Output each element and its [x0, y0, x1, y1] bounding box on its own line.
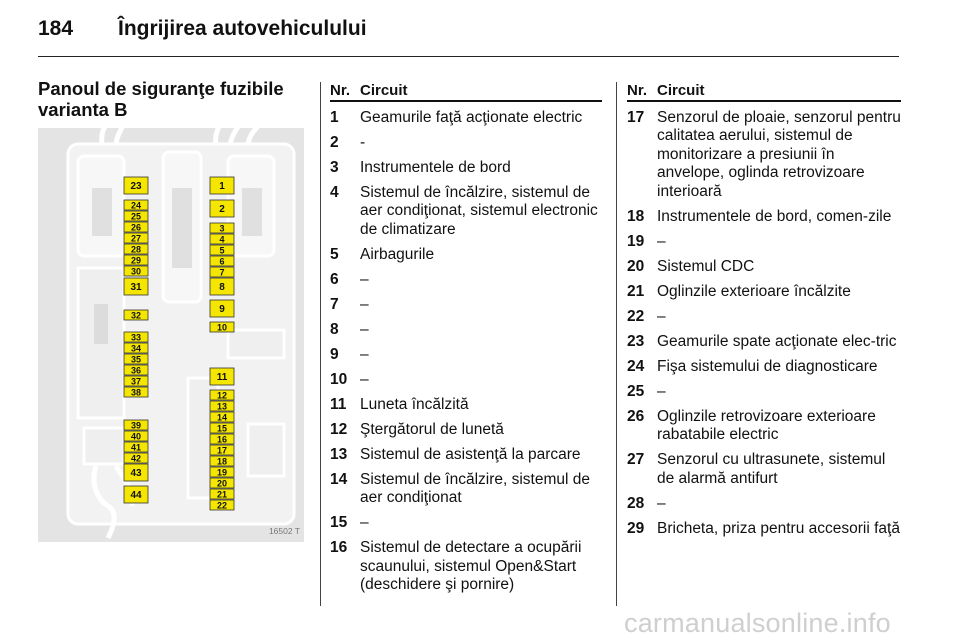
circuit-description: Ştergătorul de lunetă: [360, 420, 504, 438]
fuse-number: 20: [627, 257, 645, 275]
fuse-number: 6: [330, 270, 339, 288]
circuit-description: –: [360, 345, 369, 363]
fuse-badge: [210, 256, 234, 266]
fuse-badge: [124, 387, 148, 397]
table-row: [627, 333, 901, 352]
fuse-badge-label: 36: [130, 365, 142, 376]
circuit-description: –: [360, 270, 369, 288]
circuit-description: –: [657, 232, 666, 250]
fuse-badge-label: 11: [216, 371, 228, 383]
fuse-number: 8: [330, 320, 339, 338]
circuit-description: –: [360, 320, 369, 338]
fuse-badge: [210, 278, 234, 295]
fuse-badge: [210, 234, 234, 244]
table-row: [330, 134, 602, 153]
table-row: [627, 408, 901, 445]
fuse-badge: [124, 376, 148, 386]
fuse-badge-label: 27: [130, 233, 142, 244]
fuse-badge: [124, 310, 148, 320]
table-header: [627, 82, 901, 102]
fuse-badge: [210, 500, 234, 510]
table-row: [330, 539, 602, 595]
table-row: [330, 396, 602, 415]
table-row: [627, 109, 901, 202]
fuse-badge: [124, 420, 148, 430]
circuit-description: Fişa sistemului de diagnosticare: [657, 357, 878, 375]
fuse-badge-label: 31: [130, 281, 142, 293]
fuse-table-left: [330, 82, 602, 595]
fuse-badge-label: 23: [130, 180, 142, 192]
fuse-badge: [210, 467, 234, 477]
fuse-number: 15: [330, 514, 348, 531]
fuse-badge-label: 42: [130, 453, 142, 464]
fuse-badge-label: 10: [216, 322, 228, 333]
fuse-number: 13: [330, 445, 348, 463]
table-row: [330, 471, 602, 508]
circuit-description: Oglinzile retrovizoare exterioare rabatabile electric: [657, 407, 876, 443]
table-row: [627, 283, 901, 302]
circuit-description: Airbagurile: [360, 245, 435, 263]
table-row: [330, 321, 602, 340]
fuse-badge: [124, 486, 148, 503]
fuse-badge-label: 44: [130, 489, 142, 501]
fuse-badge-label: 24: [130, 200, 142, 211]
circuit-description: Sistemul de detectare a ocupării scaunului, sistemul Open&Start (deschidere şi pornire): [360, 539, 582, 593]
table-row: [330, 184, 602, 240]
circuit-description: –: [657, 494, 666, 512]
fuse-badge: [210, 223, 234, 233]
circuit-description: –: [360, 295, 369, 313]
circuit-description: Geamurile faţă acţionate electric: [360, 108, 583, 126]
fuse-badge-label: 5: [219, 245, 225, 256]
table-row: [330, 514, 602, 533]
fuse-badge-label: 37: [130, 376, 142, 387]
fuse-badge: [210, 368, 234, 385]
circuit-description: Sistemul de încălzire, sistemul de aer condiţionat: [360, 470, 591, 506]
column-divider: [616, 82, 617, 606]
fuse-badge: [124, 278, 148, 295]
table-row: [330, 446, 602, 465]
column-divider: [320, 82, 321, 606]
fuse-badge: [124, 211, 148, 221]
table-row: [330, 371, 602, 390]
fuse-badge-label: 32: [130, 310, 142, 321]
fuse-number: 29: [627, 519, 645, 537]
fuse-number: 2: [330, 133, 339, 151]
fuse-badge: [124, 354, 148, 364]
fuse-badge: [210, 478, 234, 488]
circuit-description: -: [360, 133, 366, 151]
table-row: [627, 495, 901, 514]
table-row: [330, 346, 602, 365]
fuse-badge-label: 13: [216, 401, 228, 412]
fuse-number: 18: [627, 207, 645, 225]
circuit-description: Sistemul CDC: [657, 257, 755, 275]
fuse-number: 4: [330, 183, 339, 201]
table-header: [330, 82, 602, 102]
table-row: [627, 258, 901, 277]
fuse-badge: [124, 255, 148, 265]
fuse-badge: [210, 489, 234, 499]
fuse-badge: [210, 245, 234, 255]
fuse-number: 14: [330, 470, 348, 488]
fuse-badge-label: 35: [130, 354, 142, 365]
circuit-description: –: [657, 307, 666, 325]
fuse-badge-label: 25: [130, 211, 142, 222]
circuit-description: –: [360, 370, 369, 388]
fuse-badge: [210, 412, 234, 422]
fuse-number: 1: [330, 108, 339, 126]
fuse-number: 17: [627, 108, 645, 126]
fuse-number: 7: [330, 295, 339, 313]
fuse-badge-label: 21: [216, 489, 228, 500]
header-nr: Nr.: [330, 82, 351, 99]
fuse-number: 9: [330, 345, 339, 363]
fuse-number: 24: [627, 357, 645, 375]
fuse-badge-label: 26: [130, 222, 142, 233]
fuse-badge-label: 12: [216, 390, 228, 401]
fuse-badge-label: 16: [216, 434, 228, 445]
fuse-badge-label: 20: [216, 478, 228, 489]
table-row: [627, 520, 901, 539]
fuse-badge: [210, 300, 234, 317]
table-row: [627, 451, 901, 488]
fuse-table-right: [627, 82, 901, 538]
fuse-badge: [124, 431, 148, 441]
page-number: 184: [38, 17, 74, 40]
fuse-badge-label: 41: [130, 442, 142, 453]
fuse-badge-label: 22: [216, 500, 228, 511]
fuse-badge: [124, 365, 148, 375]
fuse-badge-label: 9: [219, 303, 225, 315]
fuse-badge: [124, 244, 148, 254]
fuse-number: 21: [627, 282, 645, 300]
table-row: [330, 246, 602, 265]
fuse-number: 28: [627, 494, 645, 512]
fuse-badge: [124, 266, 148, 276]
fuse-badge: [124, 177, 148, 194]
fuse-badge-label: 6: [219, 256, 225, 267]
fuse-badge: [210, 322, 234, 332]
fuse-badge-label: 28: [130, 244, 142, 255]
fuse-badge: [210, 456, 234, 466]
header-circuit: Circuit: [360, 82, 408, 99]
fuse-badge-label: 8: [219, 281, 225, 293]
fuse-badge-label: 15: [216, 423, 228, 434]
fuse-badge: [124, 442, 148, 452]
fuse-badge: [124, 332, 148, 342]
circuit-description: Senzorul cu ultrasunete, sistemul de alarmă antifurt: [657, 451, 886, 487]
fuse-badge-label: 29: [130, 255, 142, 266]
fuse-badge-label: 14: [216, 412, 228, 423]
fuse-number: 27: [627, 451, 645, 468]
fuse-number: 5: [330, 245, 339, 263]
section-title: Panoul de siguranţe fuzibile varianta B: [38, 78, 284, 120]
circuit-description: Bricheta, priza pentru accesorii faţă: [657, 519, 900, 537]
fuse-number: 16: [330, 539, 348, 556]
circuit-description: Sistemul de încălzire, sistemul de aer condiţionat, sistemul electronic de climatizare: [360, 183, 598, 238]
fuse-badge: [210, 401, 234, 411]
fuse-badge-label: 40: [130, 431, 142, 442]
fuse-badge-label: 2: [219, 203, 225, 215]
table-row: [330, 109, 602, 128]
circuit-description: Instrumentele de bord, comen-zile: [657, 207, 892, 225]
fuse-box-illustration: [38, 128, 304, 542]
table-row: [627, 208, 901, 227]
header-circuit: Circuit: [657, 82, 705, 99]
fuse-badge-label: 39: [130, 420, 142, 431]
fuse-badge: [124, 453, 148, 463]
fuse-badge: [124, 464, 148, 481]
header-nr: Nr.: [627, 82, 648, 99]
fuse-badge-label: 18: [216, 456, 228, 467]
fuse-badge-label: 34: [130, 343, 142, 354]
table-row: [330, 296, 602, 315]
fuse-badge-label: 38: [130, 387, 142, 398]
fuse-badge-label: 1: [219, 180, 225, 192]
fuse-number: 3: [330, 158, 339, 176]
fuse-badge-label: 30: [130, 266, 142, 277]
circuit-description: Instrumentele de bord: [360, 158, 511, 176]
fuse-badge: [124, 233, 148, 243]
fuse-number: 23: [627, 332, 645, 350]
fuse-box-figure: [38, 128, 304, 542]
fuse-badge-label: 43: [130, 467, 142, 479]
circuit-description: Sistemul de asistenţă la parcare: [360, 445, 581, 463]
fuse-number: 10: [330, 370, 348, 388]
fuse-number: 25: [627, 382, 645, 400]
fuse-badge: [210, 200, 234, 217]
table-row: [330, 271, 602, 290]
circuit-description: –: [657, 382, 666, 400]
fuse-number: 12: [330, 420, 348, 438]
circuit-description: Luneta încălzită: [360, 395, 469, 413]
circuit-description: Senzorul de ploaie, senzorul pentru calitatea aerului, sistemul de monitorizare a presiunii în anvelope, oglinda retrovizoare interioară: [657, 108, 901, 200]
fuse-badge-label: 19: [216, 467, 228, 478]
fuse-badge-label: 33: [130, 332, 142, 343]
fuse-number: 22: [627, 307, 645, 325]
circuit-description: Geamurile spate acţionate elec-tric: [657, 332, 897, 350]
fuse-badge-label: 4: [219, 234, 225, 245]
table-row: [627, 233, 901, 252]
fuse-badge-label: 3: [219, 223, 225, 234]
table-row: [627, 308, 901, 327]
fuse-badge: [210, 434, 234, 444]
table-row: [330, 159, 602, 178]
fuse-badge-label: 17: [216, 445, 228, 456]
fuse-badge: [210, 390, 234, 400]
watermark: carmanualsonline.info: [624, 608, 891, 638]
fuse-badge: [124, 200, 148, 210]
circuit-description: –: [360, 514, 369, 531]
table-row: [330, 421, 602, 440]
table-row: [627, 383, 901, 402]
figure-code: 16502 T: [268, 526, 300, 536]
fuse-number: 19: [627, 232, 645, 250]
fuse-number: 26: [627, 407, 645, 425]
circuit-description: Oglinzile exterioare încălzite: [657, 282, 851, 300]
fuse-badge: [124, 343, 148, 353]
fuse-badge-label: 7: [219, 267, 225, 278]
fuse-badge: [210, 445, 234, 455]
fuse-number: 11: [330, 395, 347, 413]
fuse-badge: [124, 222, 148, 232]
header-rule: [38, 56, 899, 57]
table-row: [627, 358, 901, 377]
fuse-badge: [210, 423, 234, 433]
fuse-badge: [210, 267, 234, 277]
page-title: Îngrijirea autovehiculului: [118, 17, 367, 40]
fuse-badge: [210, 177, 234, 194]
